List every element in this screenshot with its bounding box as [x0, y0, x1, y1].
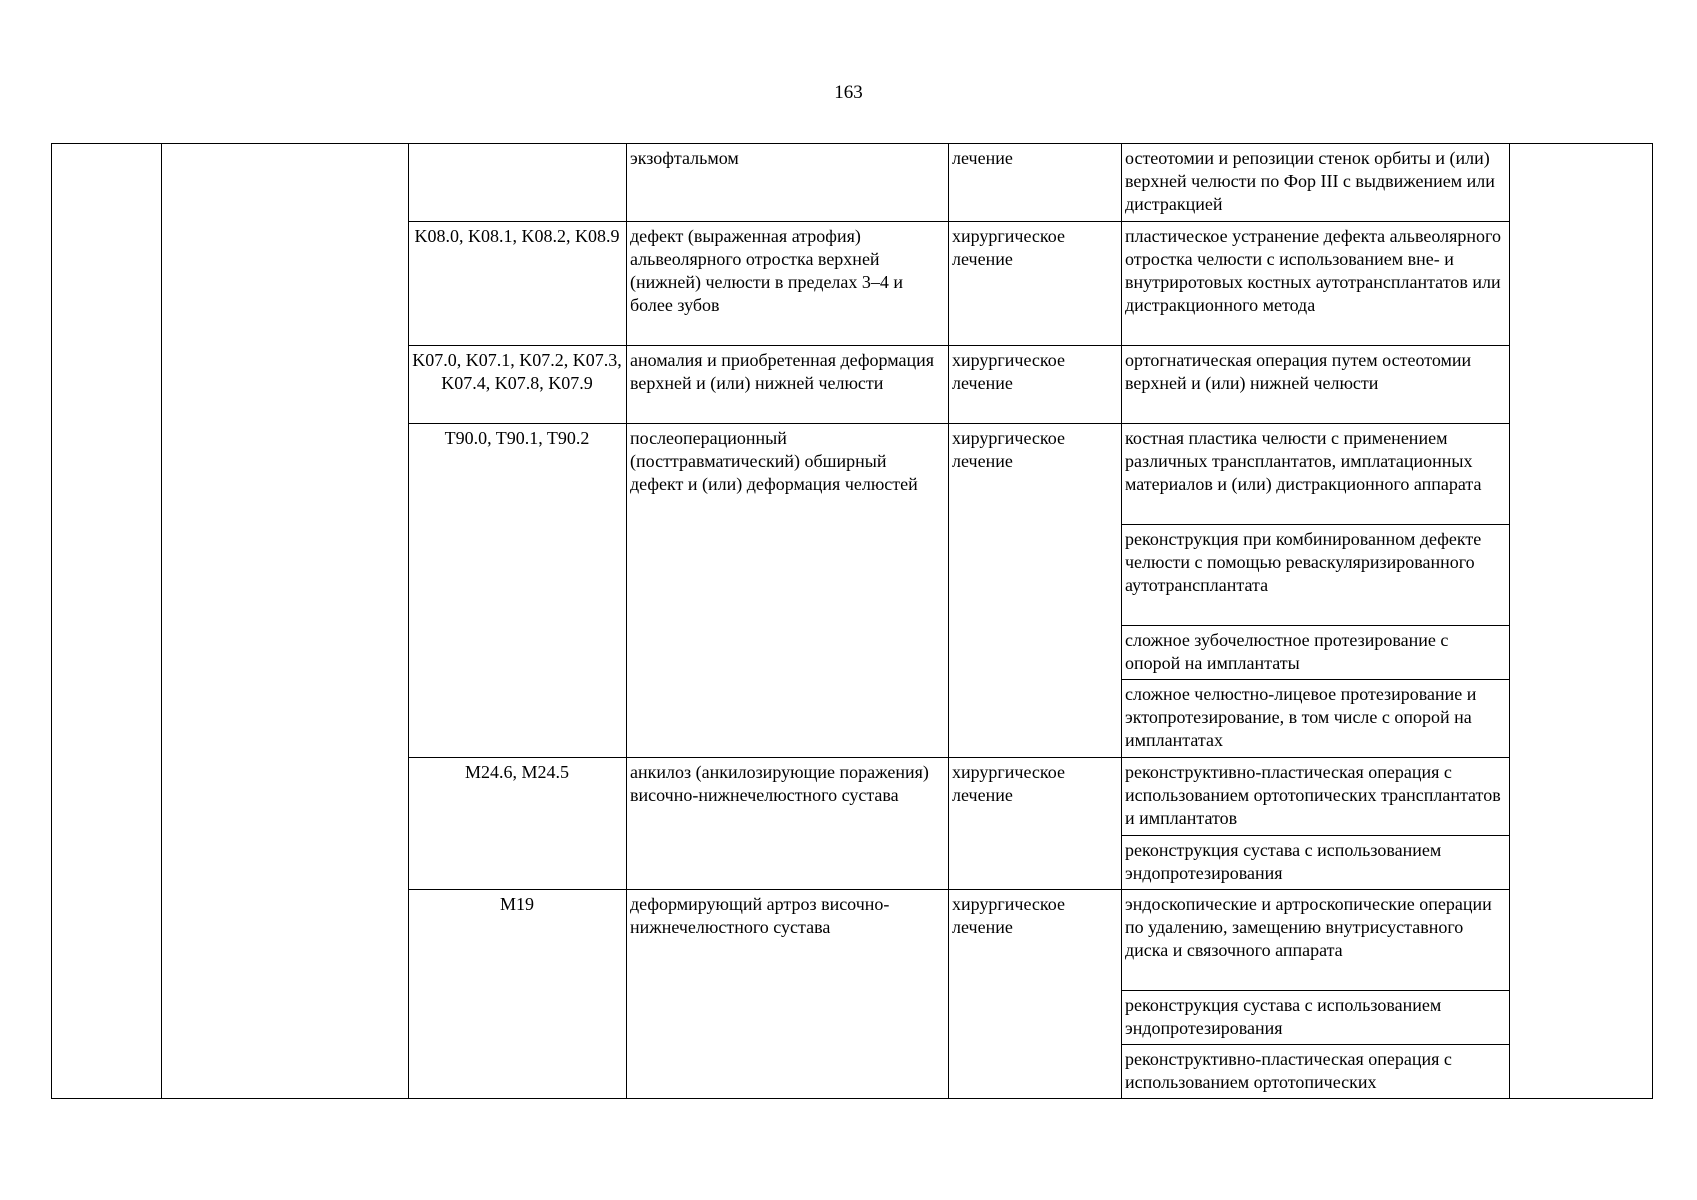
method-cell: реконструкция сустава с использованием эндопротезирования: [1122, 836, 1510, 890]
method-cell: пластическое устранение дефекта альвеолярного отростка челюсти с использованием вне- и внутриротовых костных аутотрансплантатов или дистракционного метода: [1122, 222, 1510, 346]
treatment-cell: хирургическое лечение: [949, 346, 1122, 424]
condition-cell: дефект (выраженная атрофия) альвеолярного отростка верхней (нижней) челюсти в пределах 3–4 и более зубов: [627, 222, 949, 346]
code-cell: T90.0, T90.1, T90.2: [409, 424, 627, 758]
method-cell: реконструктивно-пластическая операция с использованием ортотопических трансплантатов и имплантатов: [1122, 758, 1510, 836]
condition-cell: анкилоз (анкилозирующие поражения) височно-нижнечелюстного сустава: [627, 758, 949, 890]
treatment-cell: хирургическое лечение: [949, 758, 1122, 890]
page-number: 163: [834, 82, 863, 103]
treatment-cell: хирургическое лечение: [949, 890, 1122, 1099]
code-cell: [409, 144, 627, 222]
treatment-cell: хирургическое лечение: [949, 424, 1122, 758]
code-cell: M19: [409, 890, 627, 1099]
method-cell: эндоскопические и артроскопические операции по удалению, замещению внутрисуставного диска и связочного аппарата: [1122, 890, 1510, 991]
code-cell: K08.0, K08.1, K08.2, K08.9: [409, 222, 627, 346]
code-cell: M24.6, M24.5: [409, 758, 627, 890]
method-cell: сложное зубочелюстное протезирование с опорой на имплантаты: [1122, 626, 1510, 680]
treatment-cell: хирургическое лечение: [949, 222, 1122, 346]
number-cell: [52, 144, 162, 1099]
condition-cell: экзофтальмом: [627, 144, 949, 222]
treatment-cell: лечение: [949, 144, 1122, 222]
treatment-table: [51, 143, 1653, 1099]
method-cell: ортогнатическая операция путем остеотомии верхней и (или) нижней челюсти: [1122, 346, 1510, 424]
method-cell: реконструкция сустава с использованием эндопротезирования: [1122, 991, 1510, 1045]
condition-cell: послеоперационный (посттравматический) обширный дефект и (или) деформация челюстей: [627, 424, 949, 758]
method-cell: реконструкция при комбинированном дефекте челюсти с помощью реваскуляризированного аутотрансплантата: [1122, 525, 1510, 626]
table-row: [52, 144, 1653, 222]
code-cell: K07.0, K07.1, K07.2, K07.3, K07.4, K07.8, K07.9: [409, 346, 627, 424]
cost-cell: [1510, 144, 1653, 1099]
method-cell: остеотомии и репозиции стенок орбиты и (или) верхней челюсти по Фор III с выдвижением или дистракцией: [1122, 144, 1510, 222]
method-cell: сложное челюстно-лицевое протезирование и эктопротезирование, в том числе с опорой на имплантатах: [1122, 680, 1510, 758]
profile-cell: [162, 144, 409, 1099]
condition-cell: деформирующий артроз височно-нижнечелюстного сустава: [627, 890, 949, 1099]
condition-cell: аномалия и приобретенная деформация верхней и (или) нижней челюсти: [627, 346, 949, 424]
method-cell: костная пластика челюсти с применением различных трансплантатов, имплатационных материалов и (или) дистракционного аппарата: [1122, 424, 1510, 525]
method-cell: реконструктивно-пластическая операция с использованием ортотопических: [1122, 1045, 1510, 1099]
